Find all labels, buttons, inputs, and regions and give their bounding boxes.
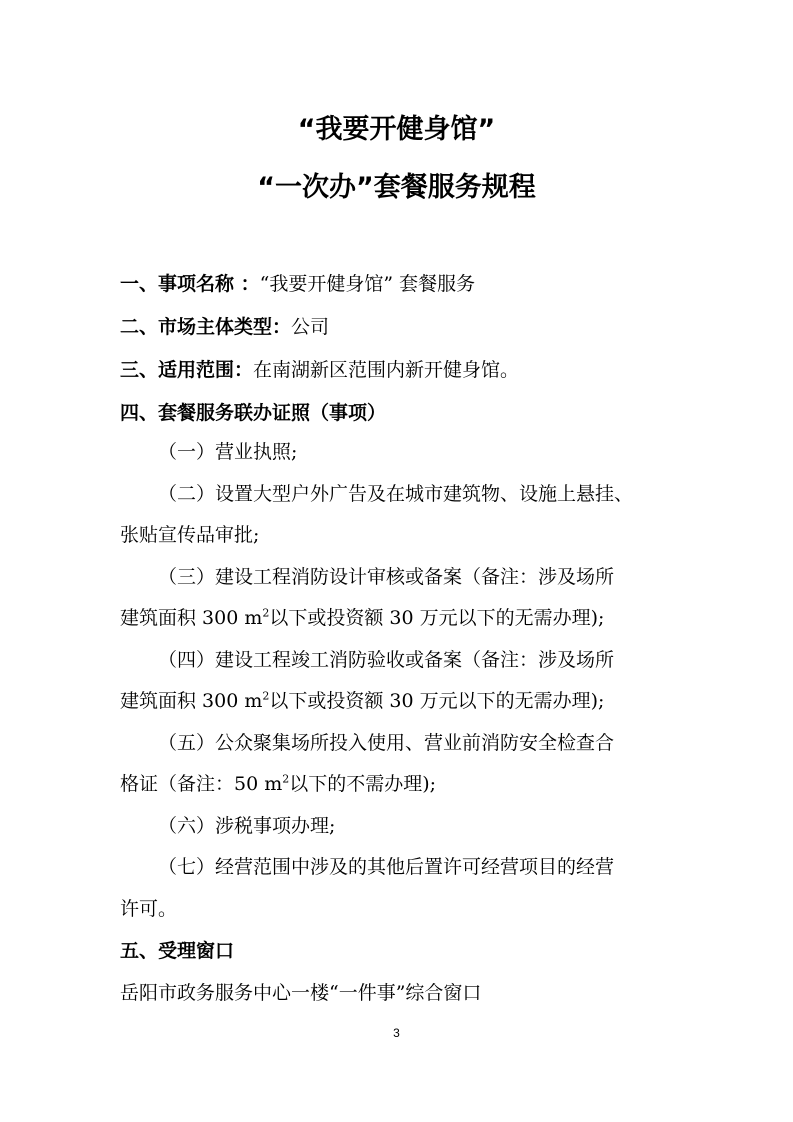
- list-item-4-line-1: （四）建设工程竣工消防验收或备案（备注：涉及场所: [158, 649, 615, 671]
- list-item-5-sup: 2: [282, 772, 290, 786]
- list-item-3-text-pre: 建筑面积 300 m: [120, 607, 263, 629]
- section-1: [120, 271, 475, 297]
- section-5-text: 岳阳市政务服务中心一楼“一件事”综合窗口: [120, 982, 482, 1004]
- list-item-5-line-1: （五）公众聚集场所投入使用、营业前消防安全检查合: [158, 732, 615, 754]
- section-3-text: 在南湖新区范围内新开健身馆。: [253, 359, 520, 381]
- list-item-4-line-2: [120, 688, 604, 714]
- section-5: [120, 938, 234, 964]
- list-item-3-text-post: 以下或投资额 30 万元以下的无需办理);: [269, 607, 605, 629]
- section-1-heading: 一、事项名称 ：: [120, 273, 260, 295]
- section-2-text: 公司: [291, 316, 330, 338]
- list-item-7-line-2: 许可。: [120, 898, 178, 920]
- list-item-5-text-post: 以下的不需办理);: [289, 773, 437, 795]
- section-2: [120, 314, 329, 340]
- list-item-5-line-2: [120, 771, 436, 797]
- list-item-3-sup: 2: [262, 606, 270, 620]
- list-item-1: （一）营业执照;: [158, 441, 298, 463]
- list-item-7-line-1: （七）经营范围中涉及的其他后置许可经营项目的经营: [158, 856, 615, 878]
- list-item-4-text-post: 以下或投资额 30 万元以下的无需办理);: [269, 690, 605, 712]
- list-item-4-sup: 2: [262, 689, 270, 703]
- section-4-heading: 四、套餐服务联办证照（事项）: [120, 402, 387, 424]
- section-1-text: “我要开健身馆” 套餐服务: [259, 273, 476, 295]
- section-3: [120, 357, 519, 383]
- list-item-6: （六）涉税事项办理;: [158, 815, 336, 837]
- list-item-2-line-2: 张贴宣传品审批;: [120, 524, 260, 546]
- section-2-heading: 二、市场主体类型：: [120, 316, 292, 338]
- list-item-3-line-2: [120, 605, 604, 631]
- list-item-5-text-pre: 格证（备注：50 m: [120, 773, 283, 795]
- list-item-2-line-1: （二）设置大型户外广告及在城市建筑物、设施上悬挂、: [158, 483, 634, 505]
- section-4: [120, 400, 386, 426]
- page-number: 3: [393, 1026, 400, 1040]
- section-3-heading: 三、适用范围：: [120, 359, 254, 381]
- list-item-3-line-1: （三）建设工程消防设计审核或备案（备注：涉及场所: [158, 566, 615, 588]
- list-item-4-text-pre: 建筑面积 300 m: [120, 690, 263, 712]
- title-line-2: “一次办”套餐服务规程: [257, 172, 536, 203]
- section-5-heading: 五、受理窗口: [120, 940, 235, 962]
- title-line-1: “我要开健身馆”: [297, 114, 496, 145]
